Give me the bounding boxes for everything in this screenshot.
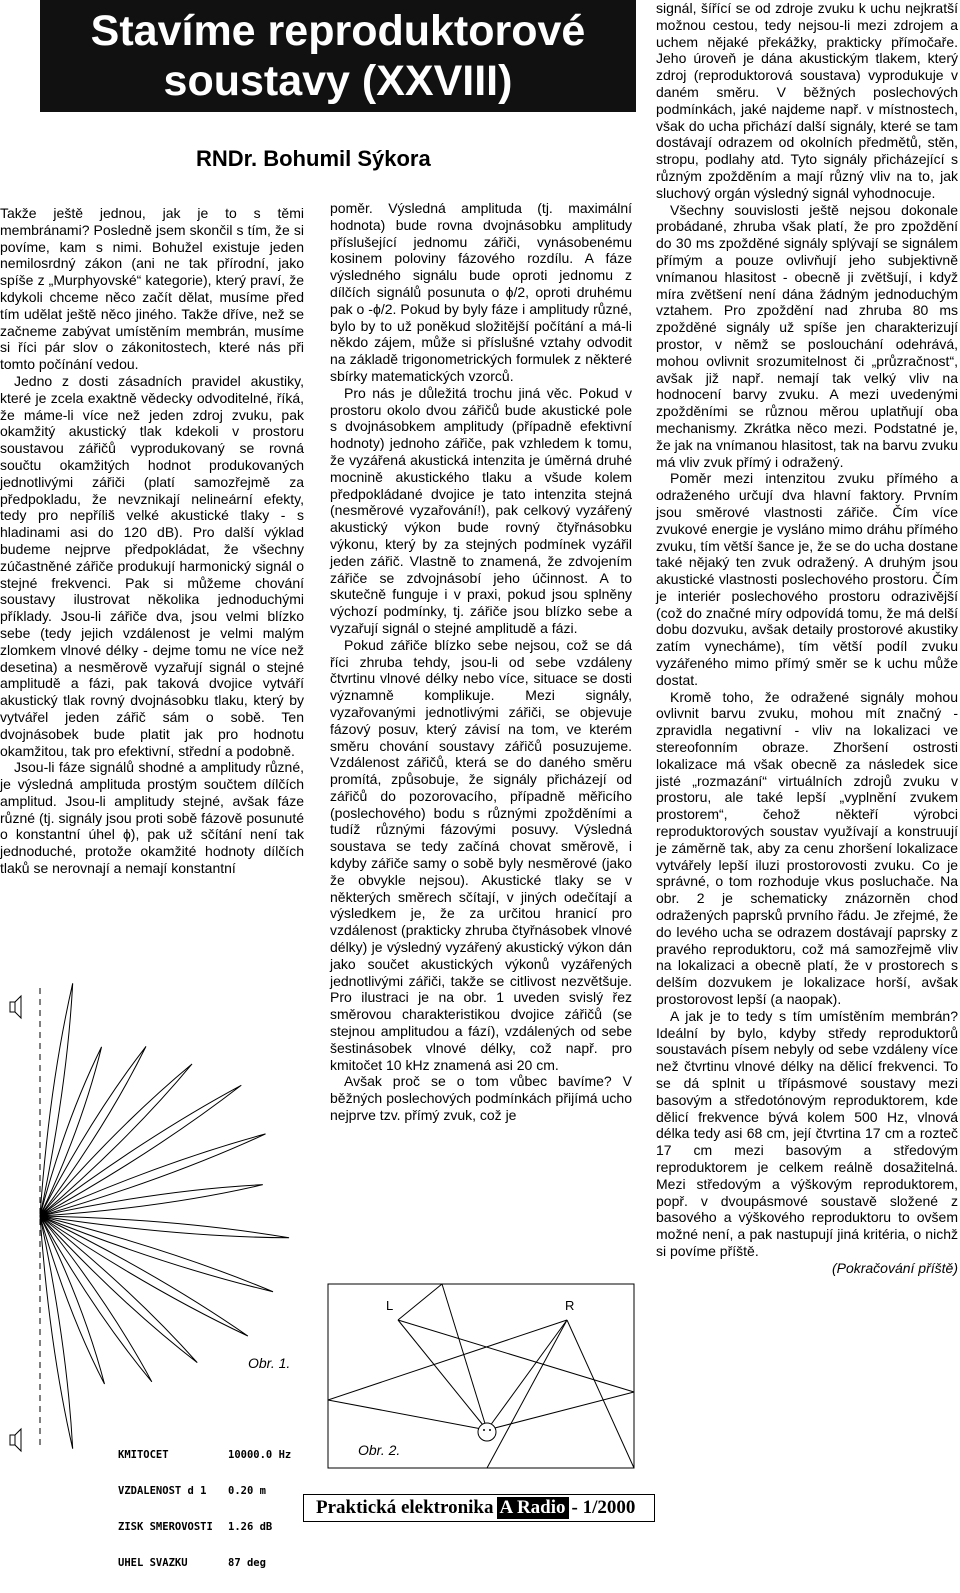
paragraph: Avšak proč se o tom vůbec bavíme? V běžných poslechových podmínkách přijímá ucho nejprve tzv. přímý zvuk, což je (330, 1073, 632, 1124)
radiation-lobe (40, 1047, 102, 1216)
paragraph: Poměr mezi intenzitou zvuku přímého a odraženého určují dva hlavní faktory. Prvním jsou směrové vlastnosti zářiče. Čím více zvukové energie je vysláno mimo dráhu přímého zvuku, tím větší šance je, že se do ucha dostane také nějaký ten zvuk odražený. A druhým jsou akustické vlastnosti poslechového prostoru. Čím je interiér poslechového prostoru odrazivější (což do značné míry odpovídá tomu, že má delší dobu dozvuku, avšak detaily prostorové akustiky zatím vynecháme), tím větší podíl zvuku vyzářeného mimo přímý směr se k uchu může dostat. (656, 470, 958, 688)
radiation-lobe (40, 1185, 263, 1216)
radiation-lobe (40, 1216, 273, 1292)
title-line-1: Stavíme reproduktorové (90, 7, 586, 55)
column-3 (656, 0, 958, 1277)
paragraph: Všechny souvislosti ještě nejsou dokonale probádané, zhruba však platí, že pro zpoždění do 30 ms zpožděné signály splývají se signálem přímým a pouze ovlivňují jeho subjektivně vnímanou hlasitost - obecně ji zvětšují, i když míra zvětšení není dána žádným jednoduchým vztahem. Pro zpoždění nad zhruba 80 ms zpožděné signály už spíše jen charakterizují prostor, v němž se poslouchání odehrává, mohou ovlivnit srozumitelnost či „průzračnost“, avšak již např. nemají tak velký vliv na hodnocení barvy zvuku. A mezi uvedenými zpožděními se různou měrou uplatňují oba mechanismy. Zkrátka něco mezi. Podstatné je, že jak na vnímanou hlasitost, tak na barvu zvuku má vliv zvuk přímý i odražený. (656, 201, 958, 470)
article-title-banner (40, 0, 636, 112)
radiation-lobe (40, 983, 73, 1216)
speaker-icon-bottom (10, 1429, 21, 1451)
author-name: RNDr. Bohumil Sýkora (196, 146, 431, 171)
left-speaker-label: L (386, 1298, 394, 1313)
right-speaker-label: R (565, 1298, 575, 1313)
paragraph: signál, šířící se od zdroje zvuku k uchu nejkratší možnou cestou, tedy nejsou-li mezi zdrojem a uchem nějaké překážky, prakticky přímočaře. Jeho úroveň je dána akustickým tlakem, který zdroj (reproduktorová soustava) vyprodukuje v daném směru. V běžných poslechových podmínkách, jaké najdeme např. v místnostech, však do ucha přichází další signály, které se tam dostávají odrazem od okolních předmětů, stěn, stropu, podlahy atd. Tyto signály přicházející s různým zpožděním a mají různý vliv na to, jak sluchový orgán výsledný signál vyhodnocuje. (656, 0, 958, 201)
listener-head-icon (478, 1423, 496, 1441)
paragraph: Jedno z dosti zásadních pravidel akustiky, které je zcela exaktně vědecky odvoditelné, říká, že máme-li více než jeden zdroj zvuku, pak okamžitý akustický tlak kdekoli v prostoru soustavou zářičů vyprodukovaný se rovná součtu okamžitých hodnot produkovaných jednotlivými zářiči (platí samozřejmě za předpokladu, že nevznikají nelineární efekty, tedy pro nepříliš velké akustické tlaky - s hladinami asi do 120 dB). Pro další výklad budeme nejprve předpokládat, že všechny zúčastněné zářiče produkují harmonický signál o stejné frekvenci. Pak si můžeme chování soustavy ilustrovat několika jednoduchými příklady. Jsou-li zářiče dva, jsou velmi blízko sebe (tedy jejich vzdálenost je velmi malým zlomkem vlnové délky - dejme tomu ne více než desetina) a nesměrově vyzařují signál o stejné amplitudě a fázi, pak taková dvojice vytváří akustický tlak rovný dvojnásobku tlaku, který by vytvářel jeden zářič sám o sobě. Ten dvojnásobek bude platit jak pro hodnotu okamžitou, tak pro efektivní, střední a podobně. (0, 372, 304, 759)
room-outline (328, 1284, 634, 1468)
magazine-section: A Radio (497, 1497, 569, 1519)
directivity-diagram (8, 980, 308, 1485)
figure-1-readout (118, 1425, 292, 1593)
issue-number: - 1/2000 (571, 1497, 636, 1518)
figure-2 (322, 1280, 640, 1475)
reflected-rays (328, 1284, 634, 1468)
speaker-icon-top (10, 996, 21, 1018)
paragraph: Takže ještě jednou, jak je to s těmi membránami? Posledně jsem skončil s tím, že si povíme, kam s nimi. Bohužel existuje jeden nemilosrdný zákon (ani ne tak přírodní, jako spíše z „Murphyovské“ kategorie), který praví, že kdykoli chceme něco začít dělat, musíme před tím udělat ještě něco jiného. Takže dříve, než se začneme zabývat umístěním membrán, musíme si říci pár slov o zákonitostech, které nás při tomto počínání vedou. (0, 205, 304, 373)
column-2 (330, 200, 632, 1124)
readout-row: UHEL SVAZKU 87 deg (118, 1557, 266, 1569)
figure-2-caption: Obr. 2. (358, 1442, 401, 1458)
paragraph: Pro nás je důležitá trochu jiná věc. Pokud v prostoru okolo dvou zářičů bude akustické pole s dvojnásobkem amplitudy (případně efektivní hodnoty) jednoho zářiče, pak vzhledem k tomu, že vyzářená akustická intenzita je úměrná druhé mocnině akustického tlaku a všude kolem předpokládané dvojice je tato intenzita stejná (nesměrové vyzařování!), pak celkový vyzářený akustický výkon bude rovný čtyřnásobku výkonu, který by za stejných podmínek vyzářil jeden zářič. Vlastně to znamená, že zdvojením zářiče se zdvojnásobí jeho účinnost. A to skutečně funguje i v praxi, pokud jsou splněny výchozí podmínky, tj. zářiče jsou blízko sebe a vyzařují signál o stejné amplitudě a fázi. (330, 384, 632, 636)
radiation-lobes (40, 983, 289, 1448)
continuation-note: (Pokračování příště) (831, 1259, 958, 1276)
paragraph: Pokud zářiče blízko sebe nejsou, což se dá říci zhruba tehdy, jsou-li od sebe vzdáleny čtvrtinu vlnové délky nebo více, situace se dosti významně komplikuje. Mezi signály, vyzařovanými jednotlivými zářiči, se objevuje fázový posuv, který závisí na tom, ve kterém směru chování soustavy zářičů posuzujeme. Vzdálenost zářičů, která se do daného směru promítá, způsobuje, že signály přicházejí od zářičů do pozorovacího, případně měřicího (poslechového) bodu s různými zpožděními a tudíž různými fázovými posuvy. Výsledná soustava se tedy začíná chovat směrově, i kdyby zářiče samy o sobě byly nesměrové (jako že obvykle nejsou). Akustické tlaky se v některých směrech sčítají, v jiných odečítají a výsledkem je, že za určitou hranicí pro vzdálenost (prakticky zhruba čtyřnásobek vlnové délky) je výsledný vyzářený akustický výkon dán jako součet akustických výkonů vyzářených jednotlivými zářiči, takže se citlivost nezvětšuje. Pro ilustraci je na obr. 1 uveden svislý řez směrovou charakteristikou dvojice zářičů (se stejnou amplitudou a fází), vzdálených od sebe šestinásobek vlnové délky, což např. pro kmitočet 10 kHz znamená asi 20 cm. (330, 636, 632, 1073)
figure-1 (8, 980, 308, 1569)
radiation-lobe (40, 1085, 241, 1216)
figure-1-caption: Obr. 1. (248, 1355, 291, 1371)
title-line-2: soustavy (XXVIII) (163, 57, 513, 105)
magazine-name: Praktická elektronika (316, 1497, 494, 1518)
paragraph: A jak je to tedy s tím umístěním membrán? Ideální by bylo, kdyby středy reproduktorů soustavách písem nebyly od sebe vzdáleny více než čtvrtinu vlnové délky na dělicí frekvenci. To se dá splnit u třípásmové soustavy mezi basovým a středotónovým reproduktorem, kde dělicí frekvence bývá kolem 500 Hz, vlnová délka tedy asi 68 cm, její čtvrtina 17 cm a rozteč 17 cm mezi basovým a středovým reproduktorem je celkem reálně dosažitelná. Mezi středovým a výškovým reproduktorem, popř. v dvoupásmové soustavě složené z basového a výškového reproduktoru to ovšem možné není, a pak nastupují jiná kritéria, o nichž si povíme příště. (656, 1007, 958, 1259)
paragraph: Kromě toho, že odražené signály mohou ovlivnit barvu zvuku, mohou mít značný - zpravidla negativní - vliv na lokalizaci ve stereofonním obraze. Zhoršení ostrosti lokalizace má však obecně za následek sice jisté „rozmazání“ virtuálních zdrojů zvuku v prostoru, ale také lepší „vyplnění zvukem prostorem“, čehož někteří výrobci reproduktorových soustav využívají a konstruují je záměrně tak, aby za cenu zhoršení lokalizace vytvářely lepší iluzi prostorovosti zvuku. Co je správné, o tom rozhoduje vkus posluchače. Na obr. 2 je schematicky znázorněn chod odražených paprsků prvního řádu. Je zřejmé, že do levého ucha se odrazem dostávají paprsky z pravého reproduktoru, což má samozřejmě vliv na lokalizaci a obecně platí, že v prostorech s delším dozvukem je lokalizace horší, avšak prostorovost lepší (a naopak). (656, 688, 958, 1008)
readout-row: KMITOCET 10000.0 Hz (118, 1449, 292, 1461)
radiation-lobe (40, 1216, 105, 1384)
readout-row: ZISK SMEROVOSTI 1.26 dB (118, 1521, 273, 1533)
radiation-lobe (40, 1134, 266, 1216)
paragraph: Jsou-li fáze signálů shodné a amplitudy různé, je výsledná amplituda prostým součtem dílčích amplitud. Jsou-li amplitudy stejné, avšak fáze různé (tj. signály jsou proti sobě fázově posunuté o konstantní úhel ϕ), pak už sčítání není tak jednoduché, protože okamžité hodnoty dílčích tlaků se nerovnají a nemají konstantní (0, 759, 304, 877)
page-footer (303, 1494, 655, 1522)
column-1 (0, 205, 304, 877)
readout-row: VZDALENOST d 1 0.20 m (118, 1485, 266, 1497)
paragraph: poměr. Výsledná amplituda (tj. maximální hodnota) bude rovna dvojnásobku amplitudy příslušející jednomu zářiči, vynásobenému kosinem poloviny fázového rozdílu. A fáze výsledného signálu bude oproti jednomu z dílčích signálů posunuta o ϕ/2, oproti druhému pak o -ϕ/2. Pokud by byly fáze i amplitudy různé, bylo by to už poněkud složitější počítání a má-li někdo zájem, může si příslušné vztahy odvodit na základě trigonometrických formulek z některé sbírky matematických vzorců. (330, 200, 632, 384)
